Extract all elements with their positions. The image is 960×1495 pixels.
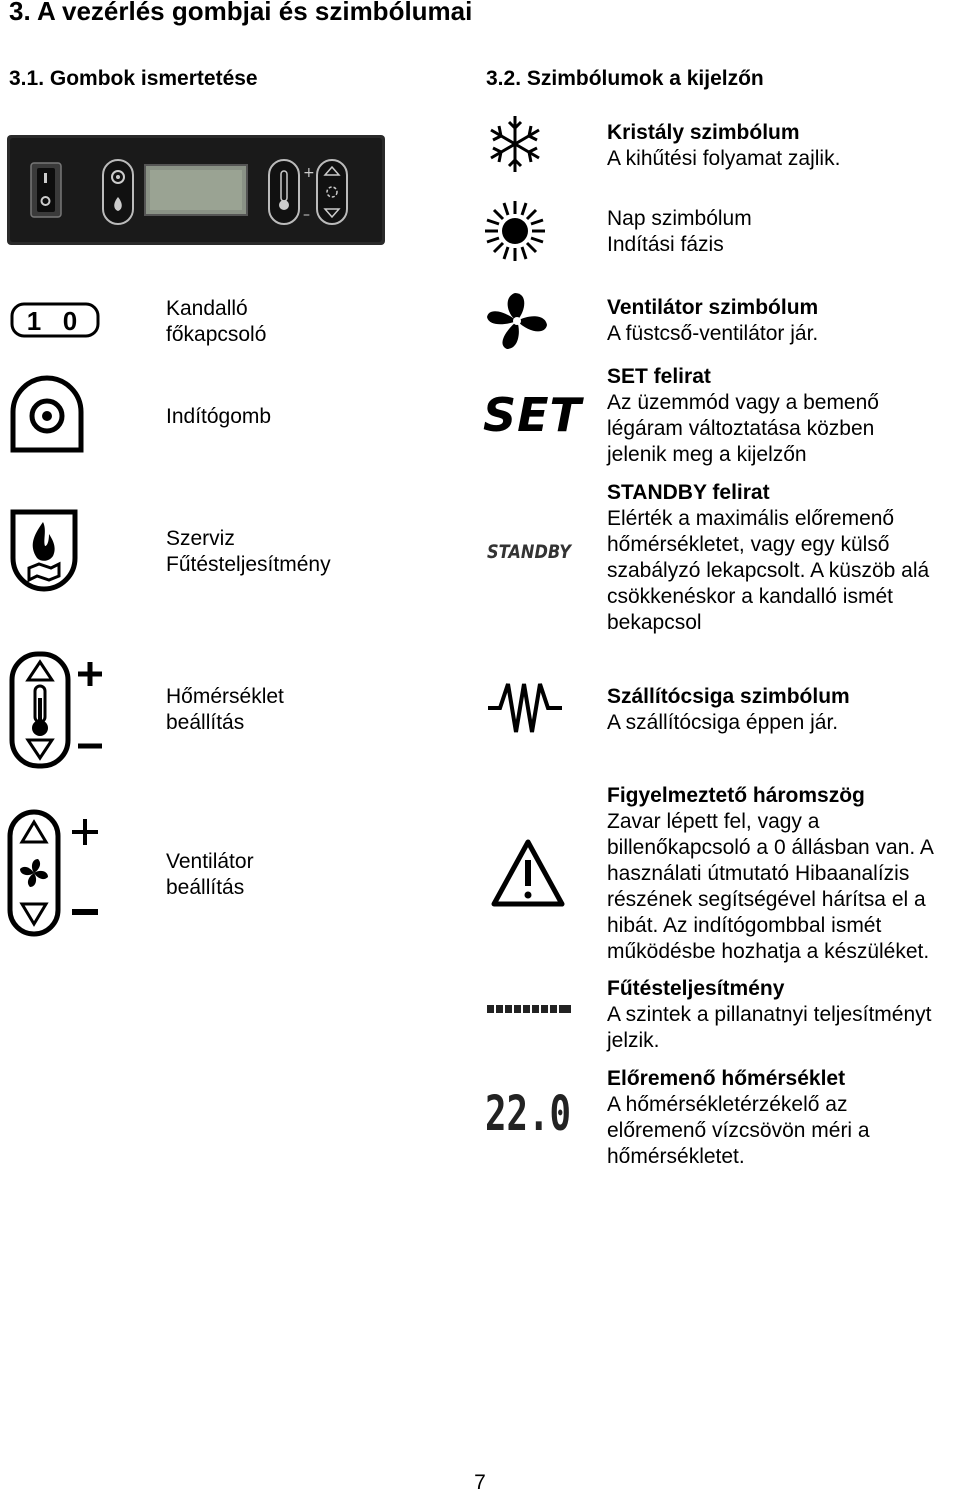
snowflake-icon (484, 113, 546, 175)
symbol-title: Fűtésteljesítmény (607, 977, 785, 1000)
svg-text:0: 0 (62, 306, 78, 336)
page-heading: 3. A vezérlés gombjai és szimbólumai (9, 0, 473, 26)
symbol-sun (607, 206, 752, 258)
start-button-label: Indítógomb (166, 405, 272, 428)
symbol-auger (607, 684, 850, 736)
standby-text-icon (487, 536, 577, 564)
sun-icon (483, 199, 547, 263)
temperature-adjust-icon (8, 650, 103, 770)
svg-text:1: 1 (26, 306, 42, 336)
control-panel-image (7, 135, 385, 245)
page-number: 7 (474, 1471, 486, 1494)
symbol-title: Ventilátor szimbólum (607, 296, 819, 319)
symbol-desc: Az üzemmód vagy a bemenő légáram változtatása közben jelenik meg a kijelzőn (607, 391, 879, 466)
digital-temperature-icon (485, 1086, 575, 1142)
right-section-title: 3.2. Szimbólumok a kijelzőn (486, 67, 764, 90)
symbol-title: STANDBY felirat (607, 481, 770, 504)
symbol-desc: A füstcső-ventilátor jár. (607, 322, 819, 345)
symbol-title: Kristály szimbólum (607, 121, 800, 144)
symbol-desc: A szintek a pillanatnyi teljesítményt jelzik. (607, 1003, 932, 1052)
symbol-warning (607, 783, 934, 965)
symbol-snowflake (607, 120, 840, 172)
symbol-desc: A hőmérsékletérzékelő az előremenő vízcsövön méri a hőmérsékletet. (607, 1093, 870, 1168)
symbol-desc: A kihűtési folyamat zajlik. (607, 147, 841, 170)
temperature-adjust-label: Hőmérséklet beállítás (166, 685, 284, 734)
symbol-power-levels (607, 976, 932, 1054)
svg-text:–: – (303, 207, 310, 223)
auger-icon (486, 676, 564, 740)
fan-adjust-label: Ventilátor beállítás (166, 850, 254, 899)
symbol-title: SET felirat (607, 365, 711, 388)
warning-triangle-icon (490, 838, 566, 908)
symbol-set (607, 364, 879, 468)
main-switch-icon (10, 302, 100, 338)
main-switch-label: Kandalló főkapcsoló (166, 297, 267, 346)
symbol-standby (607, 480, 929, 636)
fan-adjust-icon (6, 808, 101, 938)
symbol-title: Figyelmeztető háromszög (607, 784, 865, 807)
set-text-icon (483, 388, 582, 442)
symbol-flow-temperature (607, 1066, 870, 1170)
service-flame-icon (9, 508, 79, 594)
symbol-desc: Nap szimbólum Indítási fázis (607, 207, 752, 256)
symbol-title: Előremenő hőmérséklet (607, 1067, 846, 1090)
symbol-fan (607, 295, 818, 347)
symbol-desc: Zavar lépett fel, vagy a billenőkapcsoló a 0 állásban van. A használati útmutató Hibaanalízis részének segítségével hárítsa el a hibát. Az indítógombbal ismét működésbe hozhatja a készüléket. (607, 810, 934, 963)
service-label: Szerviz Fűtésteljesítmény (166, 527, 331, 576)
svg-text:22.0: 22.0 (485, 1086, 571, 1142)
symbol-title: Szállítócsiga szimbólum (607, 685, 850, 708)
svg-text:SET: SET (483, 388, 582, 442)
left-section-title: 3.1. Gombok ismertetése (9, 67, 258, 90)
svg-text:STANDBY: STANDBY (487, 541, 573, 563)
svg-text:+: + (303, 165, 315, 181)
fan-icon (485, 291, 549, 351)
power-levels-icon (487, 1002, 573, 1016)
start-button-icon (9, 374, 85, 454)
symbol-desc: A szállítócsiga éppen jár. (607, 711, 839, 734)
symbol-desc: Elérték a maximális előremenő hőmérsékletet, vagy egy külső szabályzó lekapcsolt. A küszöb alá csökkenéskor a kandalló ismét bekapcsol (607, 507, 930, 634)
